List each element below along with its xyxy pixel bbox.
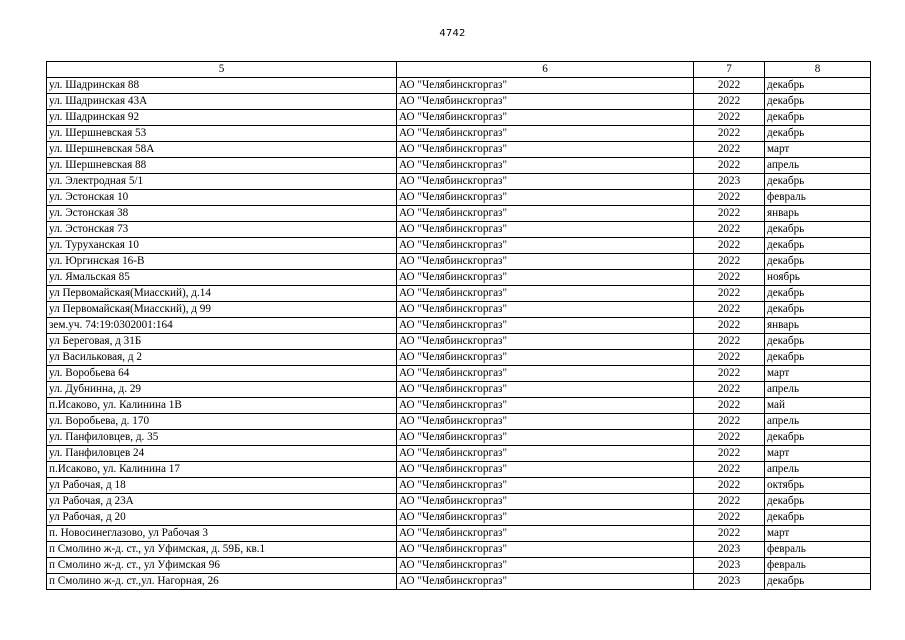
cell-address: ул. Шадринская 88 [47,78,397,94]
cell-address: ул Первомайская(Миасский), д.14 [47,286,397,302]
cell-year: 2022 [694,78,765,94]
cell-month: декабрь [765,430,871,446]
cell-address: ул Васильковая, д 2 [47,350,397,366]
cell-year: 2022 [694,142,765,158]
cell-organization: АО "Челябинскгоргаз" [397,446,694,462]
table-row [47,350,871,366]
cell-address: п Смолино ж-д. ст., ул Уфимская, д. 59Б, кв.1 [47,542,397,558]
table-row [47,142,871,158]
cell-address: ул. Шадринская 92 [47,110,397,126]
cell-organization: АО "Челябинскгоргаз" [397,142,694,158]
cell-year: 2022 [694,254,765,270]
cell-year: 2022 [694,206,765,222]
cell-organization: АО "Челябинскгоргаз" [397,126,694,142]
cell-year: 2022 [694,414,765,430]
column-header-month: 8 [765,62,871,78]
cell-organization: АО "Челябинскгоргаз" [397,350,694,366]
table-row [47,158,871,174]
cell-address: зем.уч. 74:19:0302001:164 [47,318,397,334]
table-row [47,270,871,286]
cell-address: п.Исаково, ул. Калинина 1В [47,398,397,414]
cell-year: 2022 [694,302,765,318]
cell-organization: АО "Челябинскгоргаз" [397,558,694,574]
cell-month: март [765,526,871,542]
cell-address: п.Исаково, ул. Калинина 17 [47,462,397,478]
cell-month: декабрь [765,126,871,142]
cell-year: 2022 [694,494,765,510]
cell-month: декабрь [765,110,871,126]
cell-organization: АО "Челябинскгоргаз" [397,462,694,478]
cell-year: 2022 [694,350,765,366]
cell-organization: АО "Челябинскгоргаз" [397,574,694,590]
table-row [47,318,871,334]
cell-address: ул. Воробьева, д. 170 [47,414,397,430]
cell-organization: АО "Челябинскгоргаз" [397,302,694,318]
table-row [47,542,871,558]
table-row [47,222,871,238]
cell-month: декабрь [765,510,871,526]
table-row [47,174,871,190]
table-row [47,126,871,142]
table-row [47,574,871,590]
table-row [47,558,871,574]
cell-address: ул Рабочая, д 18 [47,478,397,494]
table-body [47,78,871,590]
cell-organization: АО "Челябинскгоргаз" [397,78,694,94]
cell-year: 2022 [694,510,765,526]
table-row [47,478,871,494]
cell-address: ул. Эстонская 10 [47,190,397,206]
cell-organization: АО "Челябинскгоргаз" [397,510,694,526]
cell-month: декабрь [765,254,871,270]
cell-year: 2022 [694,462,765,478]
cell-month: март [765,366,871,382]
cell-month: декабрь [765,222,871,238]
column-header-year: 7 [694,62,765,78]
cell-address: ул. Эстонская 38 [47,206,397,222]
table-row [47,254,871,270]
cell-year: 2022 [694,158,765,174]
cell-address: ул. Эстонская 73 [47,222,397,238]
table-row [47,334,871,350]
cell-year: 2022 [694,190,765,206]
cell-month: декабрь [765,286,871,302]
cell-month: апрель [765,414,871,430]
cell-month: февраль [765,558,871,574]
table-row [47,190,871,206]
cell-month: декабрь [765,334,871,350]
cell-year: 2022 [694,94,765,110]
cell-year: 2023 [694,174,765,190]
cell-organization: АО "Челябинскгоргаз" [397,110,694,126]
cell-year: 2022 [694,238,765,254]
table-row [47,78,871,94]
cell-address: ул. Панфиловцев 24 [47,446,397,462]
table-row [47,494,871,510]
cell-month: январь [765,318,871,334]
cell-organization: АО "Челябинскгоргаз" [397,190,694,206]
table-row [47,302,871,318]
cell-month: декабрь [765,174,871,190]
cell-address: ул Первомайская(Миасский), д 99 [47,302,397,318]
cell-address: ул Рабочая, д 23А [47,494,397,510]
cell-organization: АО "Челябинскгоргаз" [397,542,694,558]
cell-address: ул Береговая, д 31Б [47,334,397,350]
cell-address: п Смолино ж-д. ст.,ул. Нагорная, 26 [47,574,397,590]
cell-organization: АО "Челябинскгоргаз" [397,174,694,190]
cell-month: декабрь [765,494,871,510]
cell-year: 2023 [694,542,765,558]
cell-address: п Смолино ж-д. ст., ул Уфимская 96 [47,558,397,574]
cell-year: 2022 [694,478,765,494]
table-row [47,206,871,222]
page-number: 4742 [439,28,466,39]
table-row [47,238,871,254]
cell-address: п. Новосинеглазово, ул Рабочая 3 [47,526,397,542]
cell-month: декабрь [765,574,871,590]
cell-month: декабрь [765,238,871,254]
cell-month: декабрь [765,350,871,366]
cell-year: 2022 [694,398,765,414]
cell-year: 2022 [694,270,765,286]
cell-year: 2023 [694,558,765,574]
cell-organization: АО "Челябинскгоргаз" [397,526,694,542]
cell-month: октябрь [765,478,871,494]
cell-address: ул Рабочая, д 20 [47,510,397,526]
cell-month: январь [765,206,871,222]
cell-organization: АО "Челябинскгоргаз" [397,94,694,110]
cell-organization: АО "Челябинскгоргаз" [397,158,694,174]
cell-address: ул. Шершневская 88 [47,158,397,174]
cell-organization: АО "Челябинскгоргаз" [397,270,694,286]
cell-month: декабрь [765,78,871,94]
cell-month: февраль [765,542,871,558]
cell-organization: АО "Челябинскгоргаз" [397,222,694,238]
cell-month: апрель [765,462,871,478]
table-row [47,110,871,126]
table-row [47,430,871,446]
header-row [47,62,871,78]
table-row [47,446,871,462]
cell-organization: АО "Челябинскгоргаз" [397,286,694,302]
cell-organization: АО "Челябинскгоргаз" [397,254,694,270]
cell-year: 2022 [694,430,765,446]
cell-organization: АО "Челябинскгоргаз" [397,398,694,414]
table-row [47,286,871,302]
table-row [47,414,871,430]
cell-month: май [765,398,871,414]
cell-month: апрель [765,158,871,174]
column-header-address: 5 [47,62,397,78]
cell-year: 2022 [694,526,765,542]
cell-organization: АО "Челябинскгоргаз" [397,318,694,334]
cell-organization: АО "Челябинскгоргаз" [397,414,694,430]
cell-month: апрель [765,382,871,398]
cell-address: ул. Электродная 5/1 [47,174,397,190]
cell-address: ул. Туруханская 10 [47,238,397,254]
cell-address: ул. Дубнинна, д. 29 [47,382,397,398]
column-header-organization: 6 [397,62,694,78]
cell-year: 2022 [694,366,765,382]
cell-address: ул. Панфиловцев, д. 35 [47,430,397,446]
cell-year: 2022 [694,286,765,302]
cell-organization: АО "Челябинскгоргаз" [397,238,694,254]
cell-address: ул. Шадринская 43А [47,94,397,110]
cell-month: ноябрь [765,270,871,286]
cell-address: ул. Шершневская 58А [47,142,397,158]
gas-registry-table [46,61,871,590]
cell-year: 2022 [694,126,765,142]
cell-organization: АО "Челябинскгоргаз" [397,206,694,222]
cell-year: 2022 [694,382,765,398]
cell-organization: АО "Челябинскгоргаз" [397,494,694,510]
cell-month: февраль [765,190,871,206]
cell-address: ул. Шершневская 53 [47,126,397,142]
cell-year: 2022 [694,110,765,126]
cell-year: 2022 [694,446,765,462]
cell-organization: АО "Челябинскгоргаз" [397,366,694,382]
cell-year: 2022 [694,222,765,238]
table-row [47,510,871,526]
cell-month: март [765,142,871,158]
cell-organization: АО "Челябинскгоргаз" [397,382,694,398]
cell-year: 2022 [694,318,765,334]
cell-year: 2022 [694,334,765,350]
table-header [47,62,871,78]
cell-address: ул. Ямальская 85 [47,270,397,286]
table-row [47,94,871,110]
cell-year: 2023 [694,574,765,590]
cell-month: март [765,446,871,462]
cell-month: декабрь [765,302,871,318]
cell-month: декабрь [765,94,871,110]
cell-address: ул. Воробьева 64 [47,366,397,382]
table-row [47,462,871,478]
cell-organization: АО "Челябинскгоргаз" [397,334,694,350]
cell-organization: АО "Челябинскгоргаз" [397,430,694,446]
cell-address: ул. Юргинская 16-В [47,254,397,270]
table-row [47,526,871,542]
table-row [47,398,871,414]
cell-organization: АО "Челябинскгоргаз" [397,478,694,494]
table-row [47,366,871,382]
table-row [47,382,871,398]
